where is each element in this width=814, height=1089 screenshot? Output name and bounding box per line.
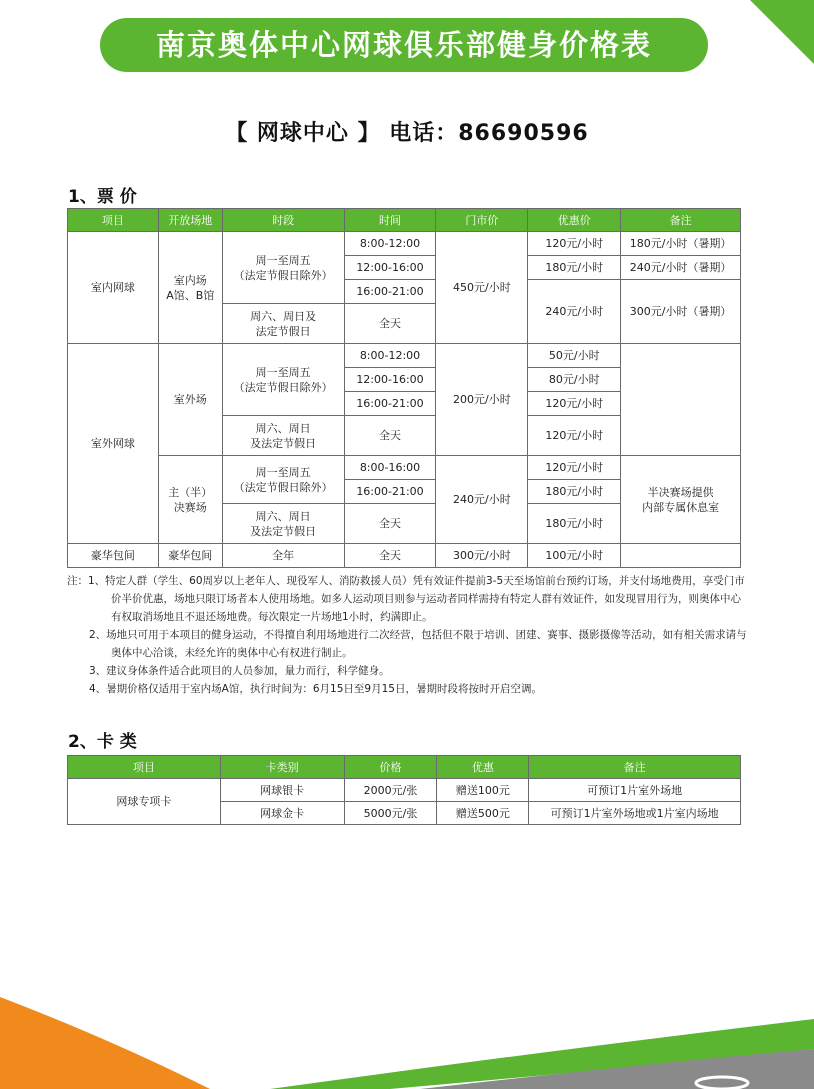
table-cell-period: 周六、周日及 法定节假日	[222, 304, 344, 344]
table-row	[68, 456, 741, 480]
card-table	[67, 755, 741, 825]
table-cell-discount: 120元/小时	[528, 416, 621, 456]
table-cell-card-type: 网球金卡	[220, 802, 344, 825]
table-cell-time: 12:00-16:00	[344, 368, 436, 392]
table-cell-time: 8:00-16:00	[344, 456, 436, 480]
table-header-row	[68, 756, 741, 779]
table-cell-period: 全年	[222, 544, 344, 568]
table-cell-period: 周一至周五 （法定节假日除外）	[222, 344, 344, 416]
table-header: 价格	[344, 756, 437, 779]
table-cell-discount: 50元/小时	[528, 344, 621, 368]
note-item: 3、建议身体条件适合此项目的人员参加，量力而行，科学健身。	[89, 665, 390, 677]
section-title-cards: 2、卡 类	[68, 732, 137, 752]
table-cell-remark: 180元/小时（暑期）	[621, 232, 741, 256]
table-row	[68, 779, 741, 802]
table-cell-list-price: 240元/小时	[436, 456, 528, 544]
table-cell-time: 全天	[344, 416, 436, 456]
table-cell-remark: 300元/小时（暑期）	[621, 280, 741, 344]
table-cell-time: 8:00-12:00	[344, 232, 436, 256]
corner-decoration	[750, 0, 814, 64]
bottom-decoration	[0, 979, 814, 1089]
table-header: 时段	[222, 209, 344, 232]
table-cell-discount: 120元/小时	[528, 232, 621, 256]
table-header: 时间	[344, 209, 436, 232]
table-header: 门市价	[436, 209, 528, 232]
table-header-row	[68, 209, 741, 232]
table-cell-discount: 180元/小时	[528, 504, 621, 544]
table-cell-venue: 主（半） 决赛场	[158, 456, 222, 544]
table-cell-bonus: 赠送100元	[437, 779, 529, 802]
table-cell-remark: 可预订1片室外场地或1片室内场地	[529, 802, 741, 825]
table-cell-discount: 240元/小时	[528, 280, 621, 344]
table-cell-time: 全天	[344, 504, 436, 544]
table-header: 优惠	[437, 756, 529, 779]
table-cell-period: 周一至周五 （法定节假日除外）	[222, 456, 344, 504]
table-header: 备注	[621, 209, 741, 232]
section-title-prices: 1、票 价	[68, 187, 137, 207]
table-cell-discount: 120元/小时	[528, 392, 621, 416]
table-cell-price: 2000元/张	[344, 779, 437, 802]
table-cell-time: 12:00-16:00	[344, 256, 436, 280]
table-row	[68, 544, 741, 568]
table-cell-card-type: 网球银卡	[220, 779, 344, 802]
table-cell-time: 全天	[344, 544, 436, 568]
table-cell-remark: 240元/小时（暑期）	[621, 256, 741, 280]
table-cell-venue: 豪华包间	[158, 544, 222, 568]
table-cell-remark-empty	[621, 344, 741, 456]
table-cell-item: 豪华包间	[68, 544, 159, 568]
table-cell-period: 周一至周五 （法定节假日除外）	[222, 232, 344, 304]
table-cell-discount: 80元/小时	[528, 368, 621, 392]
notes	[67, 572, 747, 698]
table-cell-price: 5000元/张	[344, 802, 437, 825]
table-cell-venue: 室内场 A馆、B馆	[158, 232, 222, 344]
note-item: 2、场地只可用于本项目的健身运动，不得擅自利用场地进行二次经营，包括但不限于培训、团建、赛事、摄影摄像等活动，如有相关需求请与奥体中心洽谈，未经允许的奥体中心有权进行制止。	[89, 629, 747, 659]
table-header: 项目	[68, 209, 159, 232]
table-cell-time: 16:00-21:00	[344, 280, 436, 304]
table-cell-bonus: 赠送500元	[437, 802, 529, 825]
table-cell-list-price: 200元/小时	[436, 344, 528, 456]
table-cell-time: 16:00-21:00	[344, 392, 436, 416]
orange-swoosh	[0, 997, 210, 1089]
table-cell-list-price: 300元/小时	[436, 544, 528, 568]
note-item: 4、暑期价格仅适用于室内场A馆，执行时间为：6月15日至9月15日，暑期时段将按时开启空调。	[89, 683, 542, 695]
table-cell-time: 全天	[344, 304, 436, 344]
price-table	[67, 208, 741, 568]
table-cell-venue: 室外场	[158, 344, 222, 456]
page-title: 南京奥体中心网球俱乐部健身价格表	[100, 18, 708, 72]
table-cell-discount: 120元/小时	[528, 456, 621, 480]
table-cell-discount: 180元/小时	[528, 256, 621, 280]
table-cell-time: 16:00-21:00	[344, 480, 436, 504]
table-cell-period: 周六、周日 及法定节假日	[222, 504, 344, 544]
table-row	[68, 232, 741, 256]
table-cell-remark-empty	[621, 544, 741, 568]
table-header: 备注	[529, 756, 741, 779]
table-cell-list-price: 450元/小时	[436, 232, 528, 344]
table-header: 卡类别	[220, 756, 344, 779]
table-cell-item: 网球专项卡	[68, 779, 221, 825]
phone-line: 【 网球中心 】 电话：86690596	[225, 121, 589, 146]
table-header: 优惠价	[528, 209, 621, 232]
table-cell-item: 室外网球	[68, 344, 159, 544]
table-cell-discount: 100元/小时	[528, 544, 621, 568]
table-cell-item: 室内网球	[68, 232, 159, 344]
table-cell-discount: 180元/小时	[528, 480, 621, 504]
note-item: 注：1、特定人群（学生、60周岁以上老年人、现役军人、消防救援人员）凭有效证件提前3-5天至场馆前台预约订场，并支付场地费用，享受门市价半价优惠，场地只限订场者本人使用场地。如多人运动项目则参与运动者同样需持有特定人群有效证件，如发现冒用行为，则奥体中心有权取消场地且不退还场地费。每次限定一片场地1小时，约满即止。	[67, 575, 745, 623]
table-cell-remark: 半决赛场提供 内部专属休息室	[621, 456, 741, 544]
table-cell-period: 周六、周日 及法定节假日	[222, 416, 344, 456]
table-header: 开放场地	[158, 209, 222, 232]
table-row	[68, 344, 741, 368]
table-cell-time: 8:00-12:00	[344, 344, 436, 368]
table-header: 项目	[68, 756, 221, 779]
table-cell-remark: 可预订1片室外场地	[529, 779, 741, 802]
